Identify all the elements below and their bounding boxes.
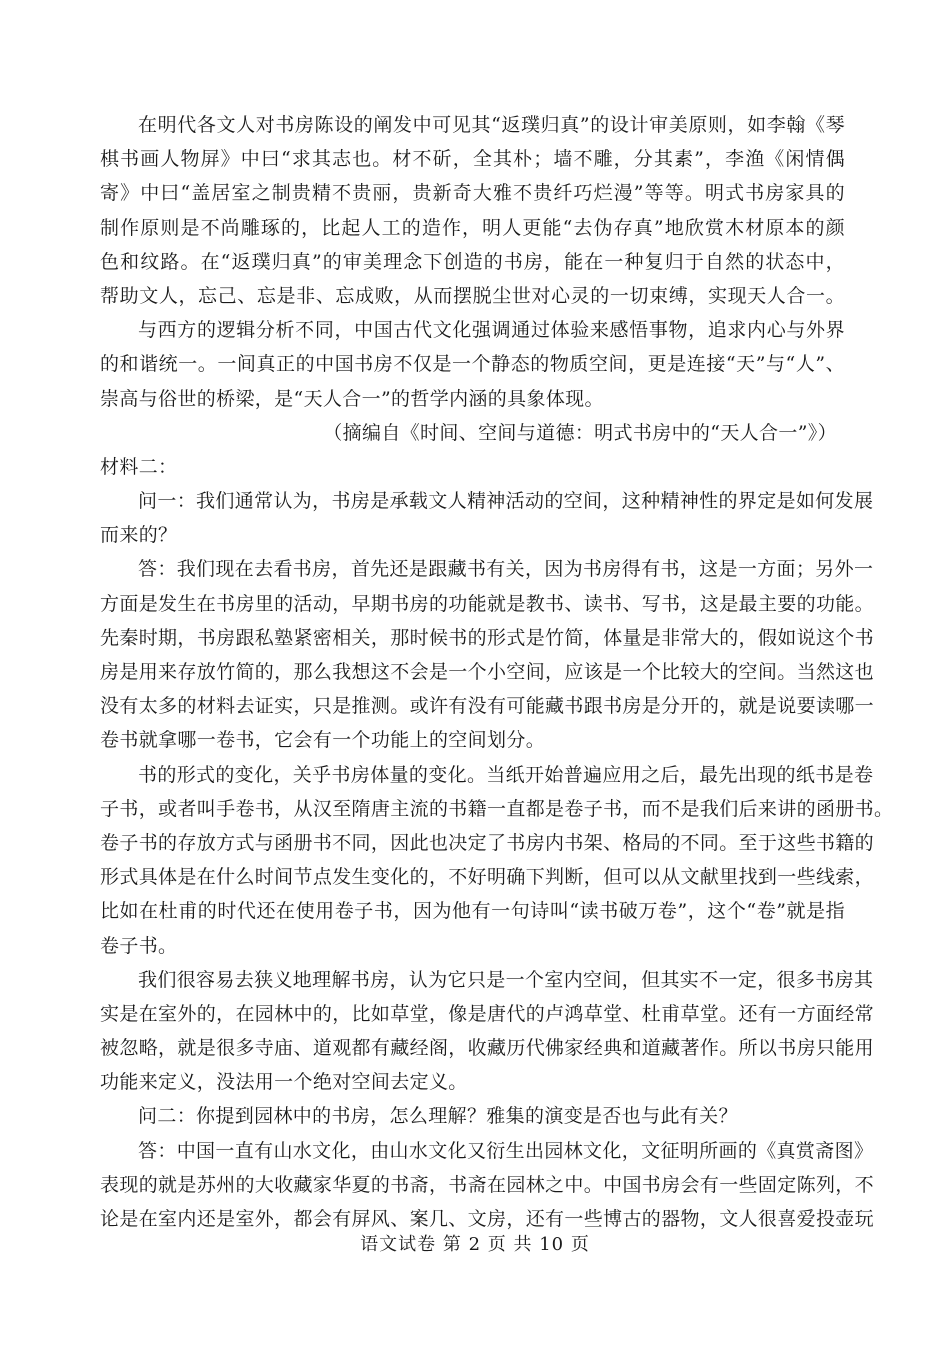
text-line: 书的形式的变化，关乎书房体量的变化。当纸开始普遍应用之后，最先出现的纸书是卷 bbox=[138, 763, 874, 786]
answer-line: 房是用来存放竹简的，那么我想这不会是一个小空间，应该是一个比较大的空间。当然这也 bbox=[100, 661, 875, 683]
text-line: 被忽略，就是很多寺庙、道观都有藏经阁，收藏历代佛家经典和道藏著作。所以书房只能用 bbox=[100, 1037, 875, 1060]
text-line: 在明代各文人对书房陈设的阐发中可见其“返璞归真”的设计审美原则，如李翰《琴 bbox=[138, 114, 845, 136]
question-line: 问二：你提到园林中的书房，怎么理解？雅集的演变是否也与此有关？ bbox=[138, 1105, 738, 1128]
answer-line: 答：我们现在去看书房，首先还是跟藏书有关，因为书房得有书，这是一方面；另外一 bbox=[138, 558, 874, 581]
question-line: 问一：我们通常认为，书房是承载文人精神活动的空间，这种精神性的界定是如何发展 bbox=[138, 490, 874, 513]
text-line: 形式具体是在什么时间节点发生变化的，不好明确下判断，但可以从文献里找到一些线索， bbox=[100, 866, 875, 889]
page-footer: 语文试卷 第 2 页 共 10 页 bbox=[360, 1234, 590, 1255]
document-body bbox=[100, 108, 894, 1236]
text-line: 棋书画人物屏》中曰“求其志也。材不斫，全其朴；墙不雕，分其素”，李渔《闲情偶 bbox=[100, 148, 845, 171]
answer-line: 卷书就拿哪一卷书，它会有一个功能上的空间划分。 bbox=[100, 729, 546, 752]
text-line: 卷子书的存放方式与函册书不同，因此也决定了书房内书架、格局的不同。至于这些书籍的 bbox=[100, 831, 875, 854]
answer-line: 答：中国一直有山水文化，由山水文化又衍生出园林文化，文征明所画的《真赏斋图》 bbox=[138, 1139, 874, 1162]
text-line: 制作原则是不尚雕琢的，比起人工的造作，明人更能“去伪存真”地欣赏木材原本的颜 bbox=[100, 216, 845, 239]
text-line: 功能来定义，没法用一个绝对空间去定义。 bbox=[100, 1071, 468, 1094]
text-line: 子书，或者叫手卷书，从汉至隋唐主流的书籍一直都是卷子书，而不是我们后来讲的函册书。 bbox=[100, 797, 894, 820]
answer-line: 方面是发生在书房里的活动，早期书房的功能就是教书、读书、写书，这是最主要的功能。 bbox=[100, 592, 875, 615]
answer-line: 论是在室内还是室外，都会有屏风、案几、文房，还有一些博古的器物，文人很喜爱投壶玩 bbox=[100, 1208, 875, 1230]
section-heading: 材料二： bbox=[100, 455, 178, 478]
source-citation: （摘编自《时间、空间与道德：明式书房中的“天人合一”》） bbox=[323, 421, 837, 444]
answer-line: 先秦时期，书房跟私塾紧密相关，那时候书的形式是竹简，体量是非常大的，假如说这个书 bbox=[100, 626, 875, 649]
text-line: 寄》中曰“盖居室之制贵精不贵丽，贵新奇大雅不贵纤巧烂漫”等等。明式书房家具的 bbox=[100, 182, 845, 205]
question-line: 而来的？ bbox=[100, 524, 178, 547]
text-line: 我们很容易去狭义地理解书房，认为它只是一个室内空间，但其实不一定，很多书房其 bbox=[138, 968, 874, 991]
answer-line: 没有太多的材料去证实，只是推测。或许有没有可能藏书跟书房是分开的，就是说要读哪一 bbox=[100, 695, 875, 718]
text-line: 色和纹路。在“返璞归真”的审美理念下创造的书房，能在一种复归于自然的状态中， bbox=[100, 250, 845, 273]
answer-line: 表现的就是苏州的大收藏家华夏的书斋，书斋在园林之中。中国书房会有一些固定陈列，不 bbox=[100, 1173, 875, 1196]
text-line: 的和谐统一。一间真正的中国书房不仅是一个静态的物质空间，更是连接“天”与“人”、 bbox=[100, 353, 845, 376]
text-line: 实是在室外的，在园林中的，比如草堂，像是唐代的卢鸿草堂、杜甫草堂。还有一方面经常 bbox=[100, 1002, 875, 1025]
text-line: 比如在杜甫的时代还在使用卷子书，因为他有一句诗叫“读书破万卷”，这个“卷”就是指 bbox=[100, 900, 845, 923]
text-line: 卷子书。 bbox=[100, 934, 178, 957]
text-line: 帮助文人，忘己、忘是非、忘成败，从而摆脱尘世对心灵的一切束缚，实现天人合一。 bbox=[100, 284, 845, 307]
text-line: 与西方的逻辑分析不同，中国古代文化强调通过体验来感悟事物，追求内心与外界 bbox=[138, 319, 845, 342]
text-line: 崇高与俗世的桥梁，是“天人合一”的哲学内涵的具象体现。 bbox=[100, 387, 604, 410]
